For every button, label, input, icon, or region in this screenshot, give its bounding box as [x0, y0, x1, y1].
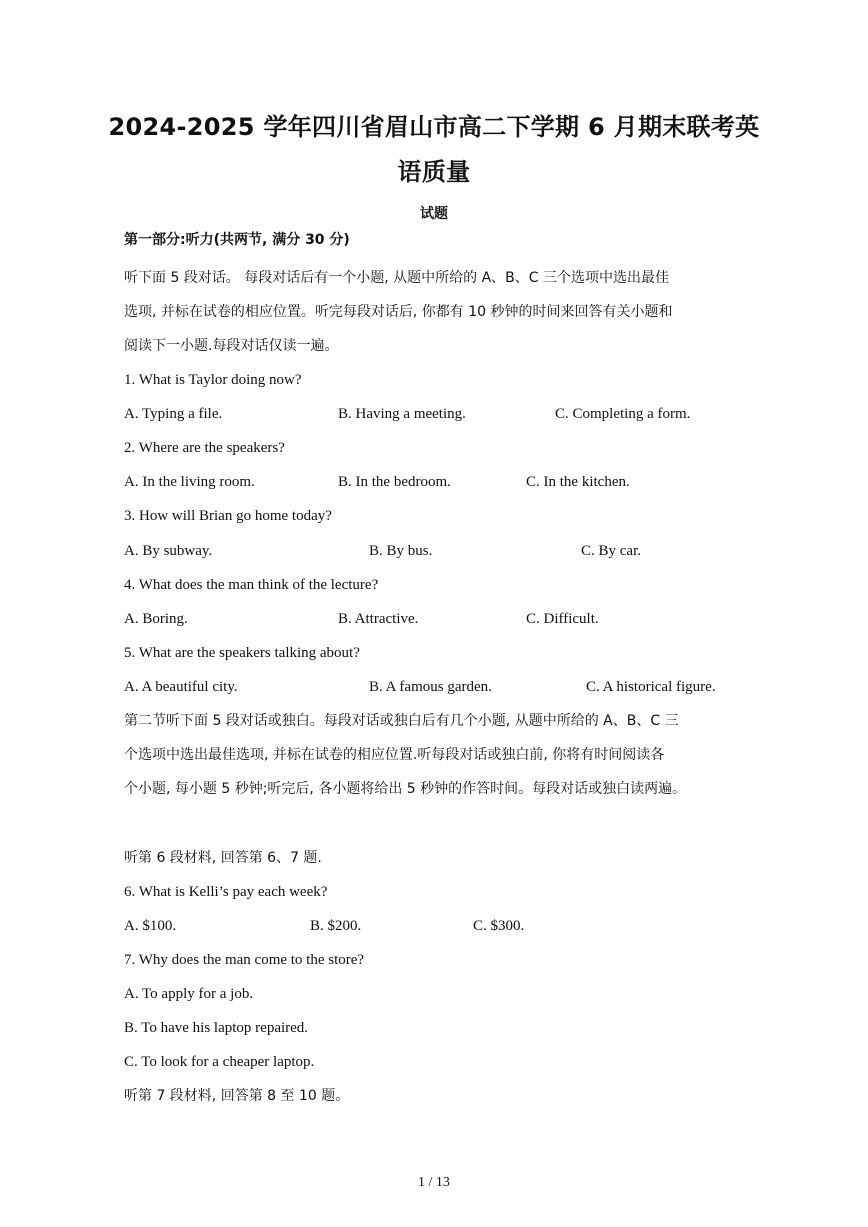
- section2-line-3: 个小题, 每小题 5 秒钟;听完后, 各小题将给出 5 秒钟的作答时间。每段对话或独白读两遍。: [124, 781, 687, 797]
- document-title-line-1: 2024-2025 学年四川省眉山市高二下学期 6 月期末联考英: [108, 113, 760, 141]
- question-7: 7. Why does the man come to the store?: [124, 952, 365, 968]
- question-2: 2. Where are the speakers?: [124, 440, 285, 456]
- q1-option-a: A. Typing a file.: [124, 406, 223, 422]
- q5-option-c: C. A historical figure.: [586, 679, 716, 695]
- q7-option-c: C. To look for a cheaper laptop.: [124, 1054, 315, 1070]
- q6-option-b: B. $200.: [310, 918, 362, 934]
- q6-option-c: C. $300.: [473, 918, 525, 934]
- intro-line-1: 听下面 5 段对话。 每段对话后有一个小题, 从题中所给的 A、B、C 三个选项中选出最佳: [124, 270, 670, 286]
- part1-heading: 第一部分:听力(共两节, 满分 30 分): [124, 232, 350, 248]
- document-subtitle: 试题: [420, 206, 448, 222]
- page-number: 1 / 13: [418, 1175, 450, 1190]
- intro-line-3: 阅读下一小题.每段对话仅读一遍。: [124, 338, 339, 354]
- q2-option-a: A. In the living room.: [124, 474, 255, 490]
- question-6: 6. What is Kelli’s pay each week?: [124, 884, 328, 900]
- q7-option-b: B. To have his laptop repaired.: [124, 1020, 309, 1036]
- question-4: 4. What does the man think of the lecture?: [124, 577, 379, 593]
- q4-option-b: B. Attractive.: [338, 611, 419, 627]
- q5-option-a: A. A beautiful city.: [124, 679, 238, 695]
- q1-option-b: B. Having a meeting.: [338, 406, 466, 422]
- q3-option-c: C. By car.: [581, 543, 641, 559]
- q4-option-c: C. Difficult.: [526, 611, 599, 627]
- document-title-line-2: 语质量: [397, 158, 471, 186]
- q6-option-a: A. $100.: [124, 918, 177, 934]
- q1-option-c: C. Completing a form.: [555, 406, 691, 422]
- material-6-heading: 听第 6 段材料, 回答第 6、7 题.: [124, 850, 322, 866]
- material-7-heading: 听第 7 段材料, 回答第 8 至 10 题。: [124, 1088, 350, 1104]
- section2-line-2: 个选项中选出最佳选项, 并标在试卷的相应位置.听每段对话或独白前, 你将有时间阅读各: [124, 747, 665, 763]
- q5-option-b: B. A famous garden.: [369, 679, 492, 695]
- intro-line-2: 选项, 并标在试卷的相应位置。听完每段对话后, 你都有 10 秒钟的时间来回答有关小题和: [124, 304, 673, 320]
- q3-option-a: A. By subway.: [124, 543, 213, 559]
- question-5: 5. What are the speakers talking about?: [124, 645, 360, 661]
- q4-option-a: A. Boring.: [124, 611, 188, 627]
- question-3: 3. How will Brian go home today?: [124, 508, 332, 524]
- q2-option-b: B. In the bedroom.: [338, 474, 451, 490]
- q3-option-b: B. By bus.: [369, 543, 433, 559]
- q2-option-c: C. In the kitchen.: [526, 474, 630, 490]
- section2-line-1: 第二节听下面 5 段对话或独白。每段对话或独白后有几个小题, 从题中所给的 A、B、C 三: [124, 713, 679, 729]
- question-1: 1. What is Taylor doing now?: [124, 372, 302, 388]
- q7-option-a: A. To apply for a job.: [124, 986, 254, 1002]
